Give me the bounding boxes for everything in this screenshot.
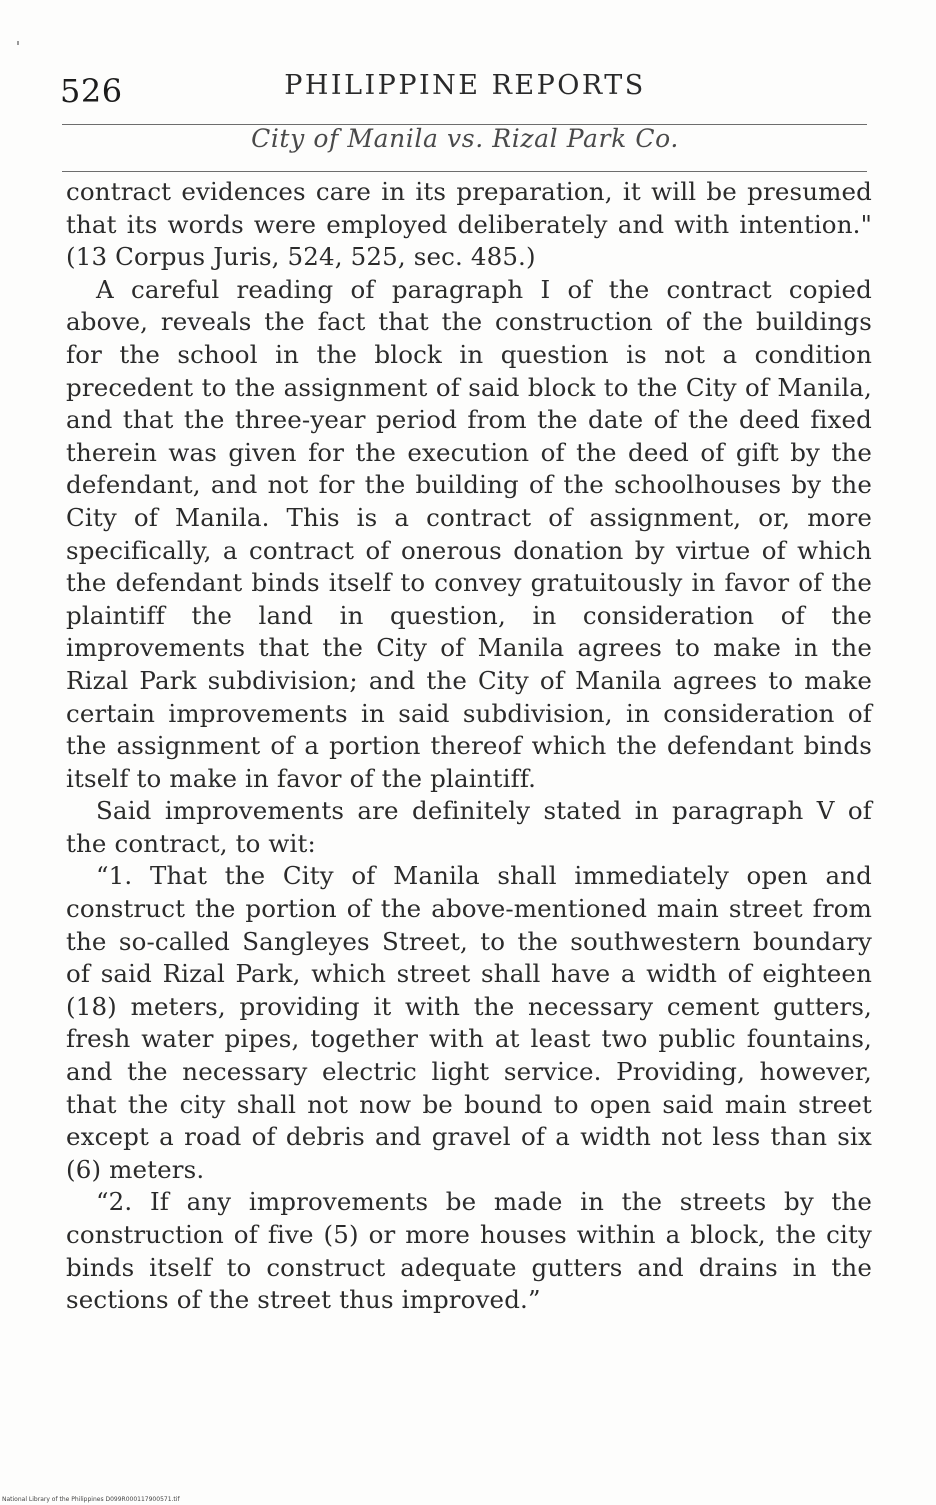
running-head: PHILIPPINE REPORTS — [284, 70, 646, 101]
quoted-clause-1: “1. That the City of Manila shall immediately open and construct the portion of the above-mentioned main street from the so-called Sangleyes Street, to the southwestern boundary of said Rizal Park, which street shall have a width of eighteen (18) meters, providing it with the necessary cement gutters, fresh water pipes, together with at least two public fountains, and the necessary electric light service. Providing, however, that the city shall not now be bound to open said main street except a road of debris and gravel of a width not less than six (6) meters. — [66, 861, 872, 1184]
case-title: City of Manila vs. Rizal Park Co. — [251, 124, 679, 153]
paragraph-continuation: contract evidences care in its preparation, it will be presumed that its words were employed deliberately and with intention." (13 Corpus Juris, 524, 525, sec. 485.) — [66, 177, 872, 272]
paragraph-careful-reading: A careful reading of paragraph I of the contract copied above, reveals the fact that the construction of the buildings for the school in the block in question is not a condition precedent to the assignment of said block to the City of Manila, and that the three-year period from the date of the deed fixed therein was given for the execution of the deed of gift by the defendant, and not for the building of the schoolhouses by the City of Manila. This is a contract of assignment, or, more specifically, a contract of onerous donation by virtue of which the defendant binds itself to convey gratuitously in favor of the plaintiff the land in question, in consideration of the improvements that the City of Manila agrees to make in the Rizal Park subdivision; and the City of Manila agrees to make certain improvements in said subdivision, in consideration of the assignment of a portion thereof which the defendant binds itself to make in favor of the plaintiff. — [66, 274, 872, 793]
scan-footer-stamp: National Library of the Philippines D099R000117900571.tif — [2, 1496, 180, 1503]
paragraph-improvements-stated: Said improvements are definitely stated in paragraph V of the contract, to wit: — [66, 796, 872, 858]
quoted-clause-2: “2. If any improvements be made in the streets by the construction of five (5) or more houses within a block, the city binds itself to construct adequate gutters and drains in the sections of the street thus improved.” — [66, 1187, 872, 1315]
page-number: 526 — [60, 72, 123, 110]
body-text — [66, 176, 872, 1317]
header-rule-bottom — [62, 171, 867, 172]
scan-speck — [17, 41, 19, 45]
